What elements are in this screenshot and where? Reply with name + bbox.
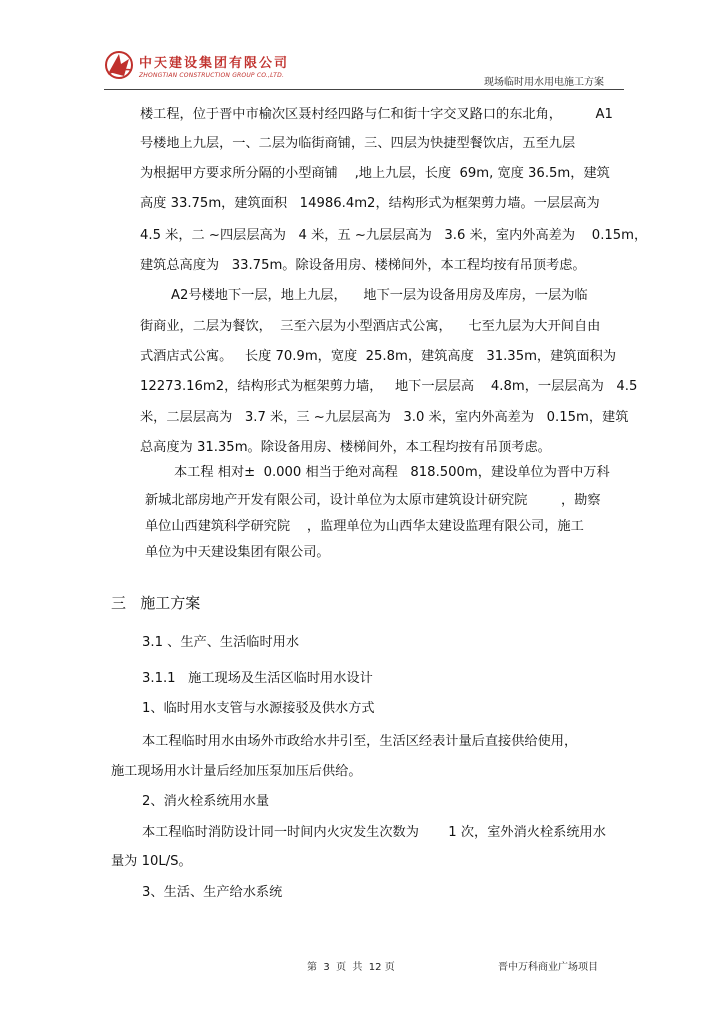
- paragraph-line: 单位山西建筑科学研究院 ，监理单位为山西华太建设监理有限公司，施工: [145, 519, 584, 534]
- paragraph-line: 总高度为 31.35m。除设备用房、楼梯间外，本工程均按有吊顶考虑。: [140, 440, 551, 455]
- subsection-title: 3.1 、生产、生活临时用水: [142, 635, 300, 650]
- project-name: 晋中万科商业广场项目: [498, 962, 598, 973]
- paragraph-line: 新城北部房地产开发有限公司，设计单位为太原市建筑设计研究院 ，勘察: [145, 493, 601, 508]
- paragraph-line: A2号楼地下一层，地上九层， 地下一层为设备用房及库房，一层为临: [171, 288, 588, 303]
- company-logo-icon: [104, 50, 134, 80]
- paragraph-line: 本工程 相对± 0.000 相当于绝对高程 818.500m，建设单位为晋中万科: [174, 465, 610, 480]
- subsection-title: 3.1.1 施工现场及生活区临时用水设计: [142, 671, 373, 686]
- paragraph-line: 号楼地上九层，一、二层为临街商铺，三、四层为快捷型餐饮店，五至九层: [140, 136, 576, 151]
- paragraph-line: 施工现场用水计量后经加压泵加压后供给。: [111, 764, 362, 779]
- company-name-cn: 中天建设集团有限公司: [139, 56, 290, 71]
- item-title: 2、消火栓系统用水量: [142, 794, 270, 809]
- paragraph-line: 量为 10L/S。: [111, 854, 192, 869]
- paragraph-line: 本工程临时消防设计同一时间内火灾发生次数为 1 次，室外消火栓系统用水: [142, 825, 606, 840]
- document-title: 现场临时用水用电施工方案: [484, 77, 604, 88]
- paragraph-line: 本工程临时用水由场外市政给水井引至，生活区经表计量后直接供给使用，: [142, 734, 578, 749]
- company-name-en: ZHONGTIAN CONSTRUCTION GROUP CO.,LTD.: [139, 72, 285, 79]
- page-number: 第 3 页 共 12 页: [307, 962, 395, 973]
- paragraph-line: 街商业，二层为餐饮， 三至六层为小型酒店式公寓， 七至九层为大开间自由: [140, 319, 601, 334]
- item-title: 3、生活、生产给水系统: [142, 885, 283, 900]
- header-divider: [104, 89, 624, 90]
- paragraph-line: 式酒店式公寓。 长度 70.9m，宽度 25.8m，建筑高度 31.35m，建筑面积为: [140, 349, 617, 364]
- paragraph-line: 建筑总高度为 33.75m。除设备用房、楼梯间外，本工程均按有吊顶考虑。: [140, 258, 586, 273]
- section-heading: 三 施工方案: [111, 594, 201, 612]
- paragraph-line: 12273.16m2，结构形式为框架剪力墙， 地下一层层高 4.8m，一层层高为 4.5: [140, 379, 638, 394]
- paragraph-line: 单位为中天建设集团有限公司。: [145, 545, 330, 560]
- paragraph-line: 米，二层层高为 3.7 米，三 ~九层层高为 3.0 米，室内外高差为 0.15m，建筑: [140, 410, 629, 425]
- paragraph-line: 楼工程，位于晋中市榆次区聂村经四路与仁和街十字交叉路口的东北角， A1: [140, 107, 613, 122]
- page-header: [0, 0, 724, 95]
- item-title: 1、临时用水支管与水源接驳及供水方式: [142, 701, 375, 716]
- paragraph-line: 为根据甲方要求所分隔的小型商铺 ,地上九层，长度 69m, 宽度 36.5m，建筑: [140, 166, 610, 181]
- paragraph-line: 高度 33.75m，建筑面积 14986.4m2，结构形式为框架剪力墙。一层层高为: [140, 196, 600, 211]
- paragraph-line: 4.5 米，二 ~四层层高为 4 米，五 ~九层层高为 3.6 米，室内外高差为 0.15m，: [140, 228, 648, 243]
